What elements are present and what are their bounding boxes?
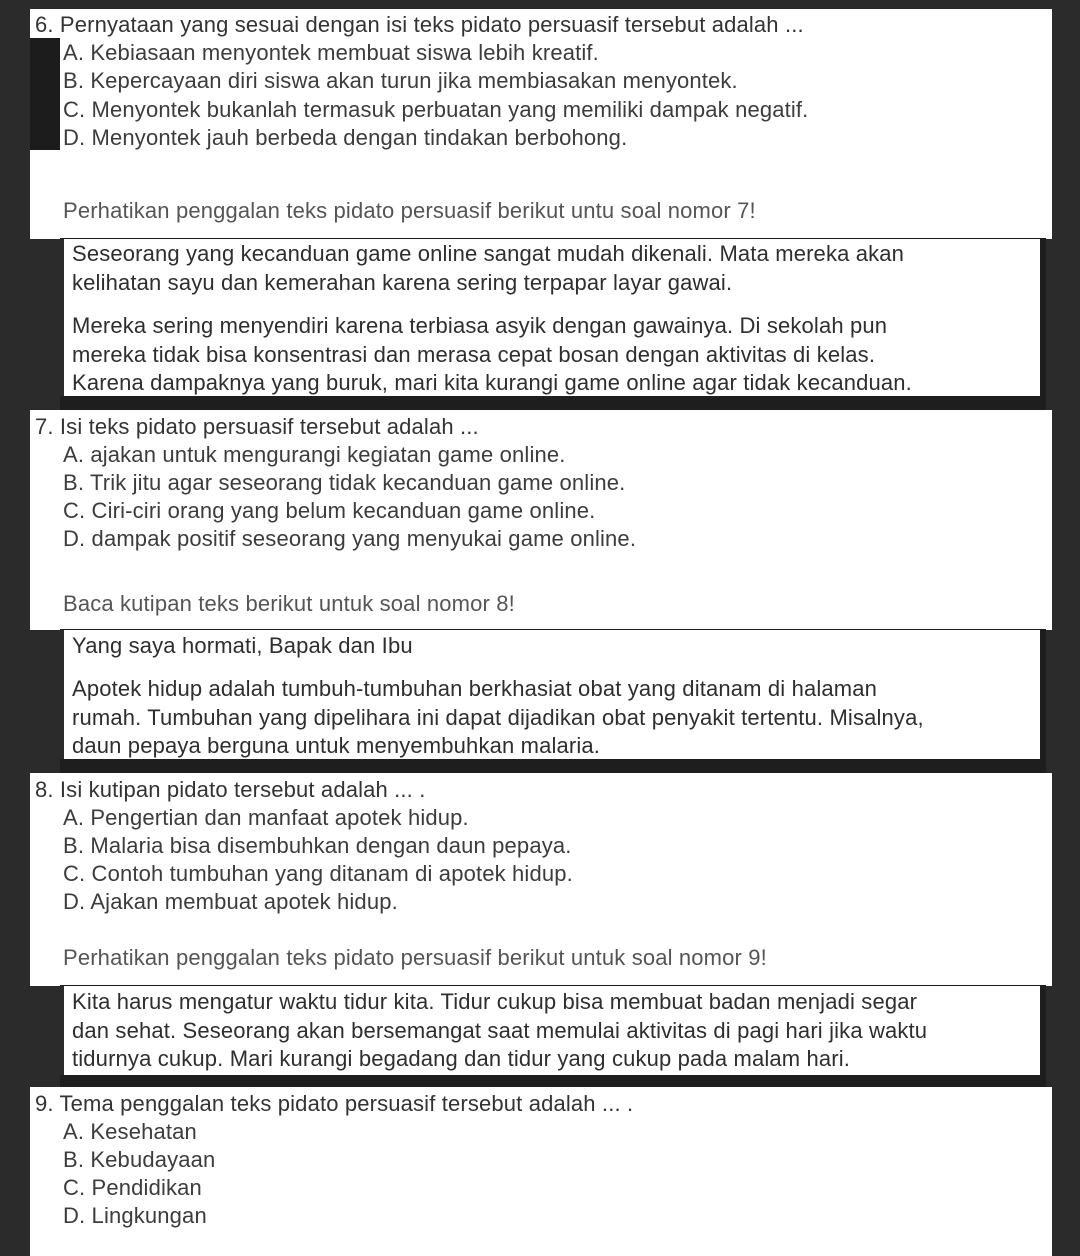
q6-option-c: C. Menyontek bukanlah termasuk perbuatan yang memiliki dampak negatif. [63,97,809,122]
passage8-line: daun pepaya berguna untuk menyembuhkan malaria. [72,733,601,758]
q7-option-c: C. Ciri-ciri orang yang belum kecanduan game online. [63,498,596,523]
passage9-line: dan sehat. Seseorang akan bersemangat saat memulai aktivitas di pagi hari jika waktu [72,1018,928,1043]
q7-option-b: B. Trik jitu agar seseorang tidak kecanduan game online. [63,470,626,495]
q9-option-a: A. Kesehatan [63,1119,197,1144]
q7-question: 7. Isi teks pidato persuasif tersebut adalah ... [35,414,479,439]
q8-option-b: B. Malaria bisa disembuhkan dengan daun pepaya. [63,833,572,858]
q9-option-c: C. Pendidikan [63,1175,202,1200]
stripe-8-bottom [60,759,1046,773]
intro-q7: Perhatikan penggalan teks pidato persuasif berikut untu soal nomor 7! [63,198,756,223]
passage9-line: Kita harus mengatur waktu tidur kita. Tidur cukup bisa membuat badan menjadi segar [72,989,918,1014]
passage8-line: Apotek hidup adalah tumbuh-tumbuhan berkhasiat obat yang ditanam di halaman [72,676,878,701]
passage7-line: Mereka sering menyendiri karena terbiasa asyik dengan gawainya. Di sekolah pun [72,313,888,338]
passage8-line: Yang saya hormati, Bapak dan Ibu [72,633,413,658]
intro-q8: Baca kutipan teks berikut untuk soal nomor 8! [63,591,515,616]
q7-option-a: A. ajakan untuk mengurangi kegiatan game online. [63,442,566,467]
q8-question: 8. Isi kutipan pidato tersebut adalah ... . [35,777,426,802]
passage9-line: tidurnya cukup. Mari kurangi begadang dan tidur yang cukup pada malam hari. [72,1046,851,1071]
q7-option-d: D. dampak positif seseorang yang menyukai game online. [63,526,637,551]
stripe-9 [1040,985,1046,1087]
q8-option-d: D. Ajakan membuat apotek hidup. [63,889,398,914]
q9-question: 9. Tema penggalan teks pidato persuasif tersebut adalah ... . [35,1091,634,1116]
passage8-line: rumah. Tumbuhan yang dipelihara ini dapat dijadikan obat penyakit tertentu. Misalnya, [72,705,924,730]
q8-option-a: A. Pengertian dan manfaat apotek hidup. [63,805,469,830]
stripe-7-bottom [60,396,1046,410]
q8-option-c: C. Contoh tumbuhan yang ditanam di apotek hidup. [63,861,573,886]
stripe-7 [1040,238,1046,410]
margin-block-q6 [30,38,60,150]
passage7-line: mereka tidak bisa konsentrasi dan merasa cepat bosan dengan aktivitas di kelas. [72,342,876,367]
passage7-line: Karena dampaknya yang buruk, mari kita kurangi game online agar tidak kecanduan. [72,370,912,395]
passage7-line: kelihatan sayu dan kemerahan karena sering terpapar layar gawai. [72,270,733,295]
intro-q9: Perhatikan penggalan teks pidato persuasif berikut untuk soal nomor 9! [63,945,767,970]
q6-option-a: A. Kebiasaan menyontek membuat siswa lebih kreatif. [63,40,599,65]
q6-question: 6. Pernyataan yang sesuai dengan isi teks pidato persuasif tersebut adalah ... [35,12,804,37]
q6-option-b: B. Kepercayaan diri siswa akan turun jika membiasakan menyontek. [63,68,738,93]
q9-option-d: D. Lingkungan [63,1203,207,1228]
stripe-8 [1040,629,1046,773]
q9-option-b: B. Kebudayaan [63,1147,216,1172]
q6-option-d: D. Menyontek jauh berbeda dengan tindakan berbohong. [63,125,628,150]
passage7-line: Seseorang yang kecanduan game online sangat mudah dikenali. Mata mereka akan [72,241,905,266]
stripe-9-bottom [60,1075,1046,1087]
